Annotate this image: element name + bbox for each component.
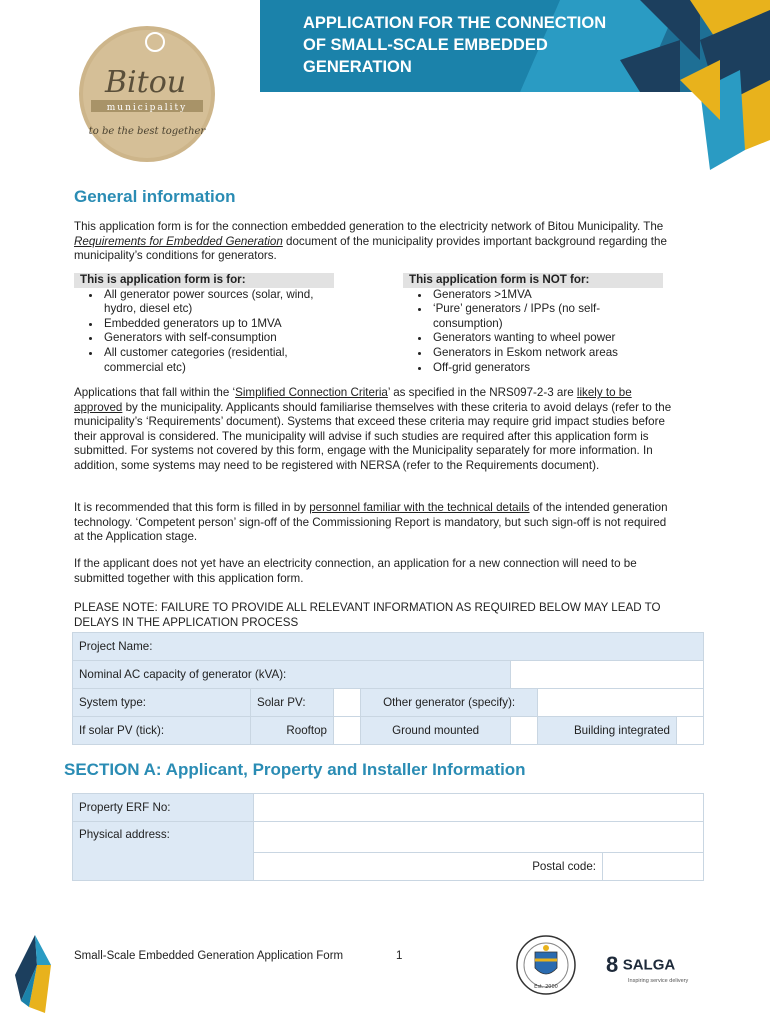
capacity-label: Nominal AC capacity of generator (kVA): <box>73 661 511 689</box>
rooftop-checkbox[interactable] <box>334 717 361 745</box>
section-a-heading: SECTION A: Applicant, Property and Installer Information <box>64 760 526 779</box>
list-item: • Generators >1MVA <box>431 288 663 303</box>
if-solar-label: If solar PV (tick): <box>73 717 251 745</box>
svg-text:Est. 2000: Est. 2000 <box>534 984 558 990</box>
not-applicable-list <box>403 273 663 375</box>
list-item: • Generators wanting to wheel power <box>431 331 663 346</box>
intro-paragraph: This application form is for the connection embedded generation to the electricity network of Bitou Municipality. The Requirements for Embedded Generation document of the municipality provides important background regarding the municipality’s conditions for generators. <box>74 220 667 263</box>
svg-text:municipality: municipality <box>106 103 188 113</box>
salga-logo: 8 SALGA Inspiring service delivery <box>606 952 689 984</box>
bitou-logo <box>75 22 225 162</box>
erf-input[interactable] <box>254 794 704 822</box>
ground-mounted-label: Ground mounted <box>361 717 511 745</box>
list-item: • Embedded generators up to 1MVA <box>102 317 334 332</box>
not-applicable-heading: This application form is NOT for: <box>403 273 663 288</box>
list-item: • Generators with self-consumption <box>102 331 334 346</box>
svg-text:to be the best together: to be the best together <box>88 126 206 137</box>
building-integrated-label: Building integrated <box>538 717 677 745</box>
other-generator-label: Other generator (specify): <box>361 689 538 717</box>
project-name-field[interactable]: Project Name: <box>73 633 704 661</box>
section-a-table <box>72 793 704 881</box>
postal-code-label: Postal code: <box>254 853 603 881</box>
criteria-paragraph: Applications that fall within the ‘Simplified Connection Criteria’ as specified in the NRS097-2-3 are likely to be approved by the municipality. Applicants should familiarise themselves with these criteria to avoid delays (refer to the municipality’s ‘Requirements’ document). Systems that exceed these criteria may require grid impact studies before their approval is considered. The municipality will advise if such studies are required after this application form is submitted. For systems not covered by this form, engage with the Municipality separately for more information. In addition, some systems may need to be registered with NERSA (refer to the Requirements document). <box>74 386 672 472</box>
please-note: PLEASE NOTE: FAILURE TO PROVIDE ALL RELEVANT INFORMATION AS REQUIRED BELOW MAY LEAD TO DELAYS IN THE APPLICATION PROCESS <box>74 601 661 629</box>
rooftop-label: Rooftop <box>251 717 334 745</box>
system-type-label: System type: <box>73 689 251 717</box>
erf-label: Property ERF No: <box>73 794 254 822</box>
general-information-heading: General information <box>74 187 236 206</box>
other-generator-input[interactable] <box>538 689 704 717</box>
page-number: 1 <box>396 950 403 962</box>
applicable-list <box>74 273 334 375</box>
ground-mounted-checkbox[interactable] <box>511 717 538 745</box>
applicable-heading: This is application form is for: <box>74 273 334 288</box>
requirements-link[interactable]: Requirements for Embedded Generation <box>74 234 283 248</box>
project-details-table <box>72 632 704 745</box>
municipal-seal-icon <box>515 932 577 998</box>
svg-text:Bitou: Bitou <box>105 65 187 100</box>
building-integrated-checkbox[interactable] <box>677 717 704 745</box>
address-label: Physical address: <box>73 822 254 881</box>
list-item: • All generator power sources (solar, wind, hydro, diesel etc) <box>102 288 334 317</box>
solar-pv-label: Solar PV: <box>251 689 334 717</box>
list-item: • Off-grid generators <box>431 361 663 376</box>
personnel-paragraph: It is recommended that this form is filled in by personnel familiar with the technical details of the intended generation technology. ‘Competent person’ sign-off of the Commissioning Report is mandatory, but such sign-off is not required at the Application stage. <box>74 501 668 544</box>
postal-code-input[interactable] <box>603 853 704 881</box>
solar-pv-checkbox[interactable] <box>334 689 361 717</box>
list-item: • ‘Pure’ generators / IPPs (no self-consumption) <box>431 302 663 331</box>
footer-ribbon-graphic <box>15 935 55 1015</box>
address-input[interactable] <box>254 822 704 853</box>
connection-paragraph: If the applicant does not yet have an electricity connection, an application for a new connection will need to be submitted together with this application form. <box>74 557 637 585</box>
capacity-input[interactable] <box>511 661 704 689</box>
list-item: • Generators in Eskom network areas <box>431 346 663 361</box>
list-item: • All customer categories (residential, commercial etc) <box>102 346 334 375</box>
document-title: APPLICATION FOR THE CONNECTION OF SMALL-SCALE EMBEDDED GENERATION <box>303 14 607 76</box>
footer-title: Small-Scale Embedded Generation Application Form <box>74 950 344 962</box>
